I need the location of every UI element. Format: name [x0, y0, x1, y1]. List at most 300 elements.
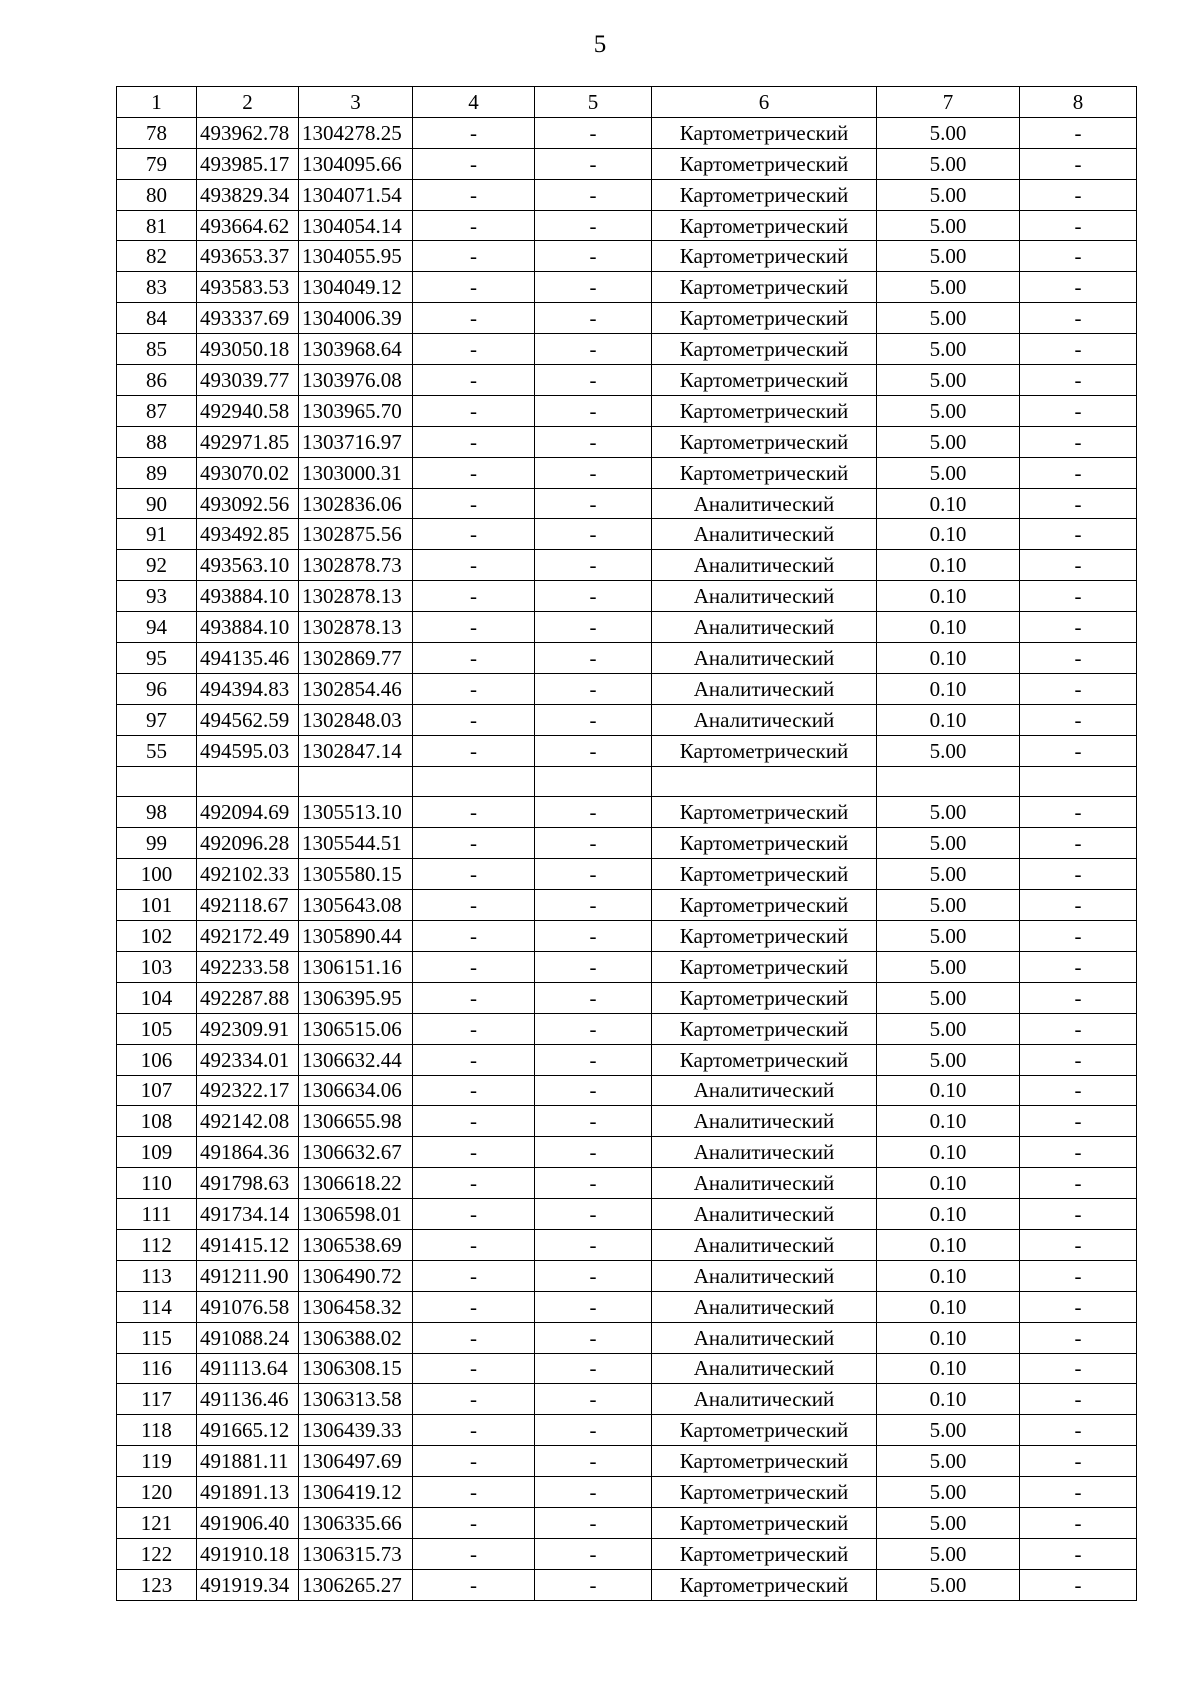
table-cell-col-4: - [413, 612, 535, 643]
table-cell-col-4: - [413, 210, 535, 241]
table-cell-col-6: Аналитический [652, 1168, 877, 1199]
table-cell-col-6: Аналитический [652, 1075, 877, 1106]
table-cell-col-5: - [535, 1538, 652, 1569]
table-cell-col-1: 101 [117, 890, 197, 921]
table-row [117, 1044, 1137, 1075]
table-cell-col-8: - [1020, 1384, 1137, 1415]
table-cell-col-2: 492096.28 [197, 828, 299, 859]
table-cell-col-1: 86 [117, 365, 197, 396]
table-cell-col-8: - [1020, 303, 1137, 334]
table-cell-col-7: 0.10 [877, 1322, 1020, 1353]
table-row [117, 1106, 1137, 1137]
table-cell-col-8: - [1020, 148, 1137, 179]
table-cell-col-1: 119 [117, 1446, 197, 1477]
table-cell-col-4: - [413, 519, 535, 550]
table-row [117, 1075, 1137, 1106]
table-cell-col-2: 493050.18 [197, 334, 299, 365]
table-cell-col-4: - [413, 179, 535, 210]
table-cell-col-7: 5.00 [877, 272, 1020, 303]
table-cell-col-5: - [535, 395, 652, 426]
table-cell-col-4: - [413, 828, 535, 859]
table-cell-col-6: Картометрический [652, 1569, 877, 1600]
table-cell-col-2: 492309.91 [197, 1013, 299, 1044]
table-cell-col-3: 1303000.31 [299, 457, 413, 488]
table-cell-col-4: - [413, 951, 535, 982]
table-cell-col-7: 5.00 [877, 179, 1020, 210]
table-cell-col-7: 5.00 [877, 1538, 1020, 1569]
table-cell-col-3: 1306655.98 [299, 1106, 413, 1137]
table-cell-col-2: 493985.17 [197, 148, 299, 179]
table-cell-col-7: 0.10 [877, 1199, 1020, 1230]
table-cell-col-2: 491136.46 [197, 1384, 299, 1415]
table-row [117, 1446, 1137, 1477]
table-cell-col-7: 5.00 [877, 365, 1020, 396]
table-cell-col-2: 492094.69 [197, 797, 299, 828]
table-row [117, 1260, 1137, 1291]
table-cell-col-2: 491910.18 [197, 1538, 299, 1569]
table-cell-col-5: - [535, 735, 652, 766]
table-cell-col-3: 1302854.46 [299, 673, 413, 704]
table-cell-col-4: - [413, 735, 535, 766]
table-cell-col-5: - [535, 1322, 652, 1353]
table-cell-col-7: 0.10 [877, 1137, 1020, 1168]
table-cell-col-3: 1305580.15 [299, 859, 413, 890]
table-cell-col-1: 109 [117, 1137, 197, 1168]
table-cell-col-8: - [1020, 1415, 1137, 1446]
table-cell-col-5: - [535, 1260, 652, 1291]
table-cell-col-1: 105 [117, 1013, 197, 1044]
table-cell-col-5: - [535, 859, 652, 890]
table-cell-col-5: - [535, 951, 652, 982]
table-header [117, 87, 1137, 118]
table-cell-col-2: 491088.24 [197, 1322, 299, 1353]
table-cell-col-6: Картометрический [652, 890, 877, 921]
table-cell-col-7: 0.10 [877, 550, 1020, 581]
table-cell-col-2: 491891.13 [197, 1477, 299, 1508]
table-cell-col-4: - [413, 1075, 535, 1106]
table-cell-col-8: - [1020, 334, 1137, 365]
table-cell-col-6: Аналитический [652, 643, 877, 674]
table-cell-col-4: - [413, 1507, 535, 1538]
table-cell-col-6: Картометрический [652, 859, 877, 890]
table-cell-col-4: - [413, 1384, 535, 1415]
table-cell-col-8: - [1020, 982, 1137, 1013]
table-cell-col-8: - [1020, 1168, 1137, 1199]
table-cell-col-2: 491864.36 [197, 1137, 299, 1168]
table-body [117, 117, 1137, 1600]
table-cell-col-7: 5.00 [877, 1569, 1020, 1600]
table-cell-col-1: 116 [117, 1353, 197, 1384]
table-row [117, 1322, 1137, 1353]
table-row [117, 1477, 1137, 1508]
table-cell-col-8: - [1020, 1013, 1137, 1044]
table-cell-col-8: - [1020, 1538, 1137, 1569]
table-cell-col-8 [1020, 766, 1137, 797]
table-cell-col-6: Аналитический [652, 1291, 877, 1322]
table-cell-col-6: Аналитический [652, 519, 877, 550]
table-cell-col-5: - [535, 1353, 652, 1384]
table-cell-col-3: 1304054.14 [299, 210, 413, 241]
table-cell-col-6: Картометрический [652, 735, 877, 766]
table-cell-col-5: - [535, 148, 652, 179]
table-cell-col-3: 1306439.33 [299, 1415, 413, 1446]
table-cell-col-2: 492322.17 [197, 1075, 299, 1106]
table-cell-col-7: 5.00 [877, 117, 1020, 148]
table-cell-col-8: - [1020, 1507, 1137, 1538]
table-cell-col-1: 89 [117, 457, 197, 488]
table-cell-col-4: - [413, 1106, 535, 1137]
table-row [117, 1569, 1137, 1600]
table-cell-col-3: 1303965.70 [299, 395, 413, 426]
table-cell-col-8: - [1020, 951, 1137, 982]
table-cell-col-3: 1304278.25 [299, 117, 413, 148]
table-cell-col-4: - [413, 1538, 535, 1569]
table-cell-col-7: 5.00 [877, 1477, 1020, 1508]
table-cell-col-5: - [535, 828, 652, 859]
table-row [117, 828, 1137, 859]
table-cell-col-8: - [1020, 519, 1137, 550]
table-cell-col-8: - [1020, 643, 1137, 674]
table-cell-col-1: 98 [117, 797, 197, 828]
table-cell-col-6: Картометрический [652, 426, 877, 457]
table-cell-col-4: - [413, 395, 535, 426]
table-row [117, 365, 1137, 396]
table-cell-col-8: - [1020, 550, 1137, 581]
table-cell-col-8: - [1020, 1229, 1137, 1260]
table-cell-col-7: 0.10 [877, 1291, 1020, 1322]
table-cell-col-4: - [413, 457, 535, 488]
table-cell-col-5: - [535, 365, 652, 396]
table-cell-col-3: 1306538.69 [299, 1229, 413, 1260]
table-cell-col-4: - [413, 303, 535, 334]
table-cell-col-4: - [413, 704, 535, 735]
table-row [117, 1199, 1137, 1230]
table-cell-col-3: 1302836.06 [299, 488, 413, 519]
table-cell-col-5: - [535, 673, 652, 704]
table-row [117, 148, 1137, 179]
table-cell-col-6: Картометрический [652, 117, 877, 148]
table-cell-col-1: 111 [117, 1199, 197, 1230]
table-cell-col-6: Аналитический [652, 550, 877, 581]
coordinates-table [116, 86, 1137, 1601]
table-cell-col-3: 1305890.44 [299, 921, 413, 952]
table-row [117, 1415, 1137, 1446]
table-cell-col-1 [117, 766, 197, 797]
table-cell-col-6: Картометрический [652, 1044, 877, 1075]
table-cell-col-7: 0.10 [877, 1384, 1020, 1415]
table-cell-col-3: 1302878.13 [299, 612, 413, 643]
table-cell-col-8: - [1020, 1106, 1137, 1137]
table-cell-col-4: - [413, 1569, 535, 1600]
table-cell-col-6: Картометрический [652, 797, 877, 828]
table-cell-col-2: 492118.67 [197, 890, 299, 921]
table-cell-col-4: - [413, 797, 535, 828]
table-cell-col-2: 491113.64 [197, 1353, 299, 1384]
table-cell-col-1: 80 [117, 179, 197, 210]
table-cell-col-8: - [1020, 241, 1137, 272]
table-cell-col-6: Картометрический [652, 334, 877, 365]
table-row [117, 735, 1137, 766]
table-row [117, 395, 1137, 426]
table-cell-col-7: 0.10 [877, 1260, 1020, 1291]
table-cell-col-1: 107 [117, 1075, 197, 1106]
table-cell-col-3: 1306598.01 [299, 1199, 413, 1230]
table-cell-col-2: 493070.02 [197, 457, 299, 488]
table-cell-col-7: 0.10 [877, 1353, 1020, 1384]
table-cell-col-4: - [413, 550, 535, 581]
table-cell-col-8: - [1020, 1291, 1137, 1322]
table-cell-col-5: - [535, 1168, 652, 1199]
table-cell-col-2: 492102.33 [197, 859, 299, 890]
table-cell-col-1: 93 [117, 581, 197, 612]
table-cell-col-4: - [413, 643, 535, 674]
table-cell-col-5: - [535, 117, 652, 148]
table-cell-col-6: Аналитический [652, 1106, 877, 1137]
table-cell-col-1: 90 [117, 488, 197, 519]
table-row [117, 951, 1137, 982]
table-cell-col-6: Картометрический [652, 210, 877, 241]
table-cell-col-5: - [535, 1106, 652, 1137]
table-cell-col-2: 491881.11 [197, 1446, 299, 1477]
table-cell-col-1: 120 [117, 1477, 197, 1508]
table-cell-col-4: - [413, 1260, 535, 1291]
table-cell-col-1: 106 [117, 1044, 197, 1075]
table-cell-col-5: - [535, 550, 652, 581]
table-cell-col-5: - [535, 1291, 652, 1322]
table-cell-col-2: 493492.85 [197, 519, 299, 550]
table-cell-col-7: 5.00 [877, 982, 1020, 1013]
table-cell-col-7: 5.00 [877, 1044, 1020, 1075]
table-cell-col-1: 122 [117, 1538, 197, 1569]
table-cell-col-1: 85 [117, 334, 197, 365]
table-cell-col-4: - [413, 1199, 535, 1230]
table-cell-col-6: Картометрический [652, 241, 877, 272]
table-cell-col-4: - [413, 117, 535, 148]
table-cell-col-3: 1303976.08 [299, 365, 413, 396]
column-header-3: 3 [299, 87, 413, 118]
table-row [117, 1168, 1137, 1199]
column-header-4: 4 [413, 87, 535, 118]
table-cell-col-6: Картометрический [652, 982, 877, 1013]
table-cell-col-3: 1303968.64 [299, 334, 413, 365]
table-cell-col-5: - [535, 1044, 652, 1075]
table-cell-col-6 [652, 766, 877, 797]
table-row [117, 797, 1137, 828]
table-cell-col-6: Картометрический [652, 303, 877, 334]
table-cell-col-1: 92 [117, 550, 197, 581]
table-cell-col-1: 103 [117, 951, 197, 982]
table-cell-col-1: 121 [117, 1507, 197, 1538]
table-row [117, 890, 1137, 921]
table-cell-col-2: 493884.10 [197, 581, 299, 612]
table-cell-col-1: 104 [117, 982, 197, 1013]
table-cell-col-4: - [413, 1446, 535, 1477]
table-cell-col-2: 492287.88 [197, 982, 299, 1013]
table-row [117, 210, 1137, 241]
table-cell-col-7: 5.00 [877, 1415, 1020, 1446]
table-cell-col-5: - [535, 241, 652, 272]
table-cell-col-2: 492971.85 [197, 426, 299, 457]
table-cell-col-6: Аналитический [652, 612, 877, 643]
table-cell-col-5: - [535, 797, 652, 828]
table-cell-col-3: 1306265.27 [299, 1569, 413, 1600]
table-cell-col-8: - [1020, 673, 1137, 704]
table-cell-col-7: 5.00 [877, 303, 1020, 334]
table-cell-col-7: 5.00 [877, 1013, 1020, 1044]
table-cell-col-3: 1306634.06 [299, 1075, 413, 1106]
table-cell-col-5: - [535, 1013, 652, 1044]
table-cell-col-6: Картометрический [652, 457, 877, 488]
table-cell-col-2: 491665.12 [197, 1415, 299, 1446]
table-cell-col-7: 0.10 [877, 704, 1020, 735]
table-cell-col-5: - [535, 704, 652, 735]
table-cell-col-2: 493653.37 [197, 241, 299, 272]
table-cell-col-4: - [413, 1229, 535, 1260]
table-row [117, 1353, 1137, 1384]
table-cell-col-3: 1306388.02 [299, 1322, 413, 1353]
table-row [117, 488, 1137, 519]
table-cell-col-3: 1302847.14 [299, 735, 413, 766]
table-cell-col-5 [535, 766, 652, 797]
table-cell-col-4: - [413, 272, 535, 303]
table-row [117, 1384, 1137, 1415]
table-row [117, 272, 1137, 303]
table-cell-col-5: - [535, 1199, 652, 1230]
table-cell-col-7: 0.10 [877, 612, 1020, 643]
table-cell-col-2: 493884.10 [197, 612, 299, 643]
table-cell-col-8: - [1020, 179, 1137, 210]
table-cell-col-1: 115 [117, 1322, 197, 1353]
table-cell-col-5: - [535, 1384, 652, 1415]
table-cell-col-7 [877, 766, 1020, 797]
table-cell-col-3: 1302875.56 [299, 519, 413, 550]
table-cell-col-4 [413, 766, 535, 797]
table-cell-col-5: - [535, 488, 652, 519]
table-cell-col-5: - [535, 1569, 652, 1600]
table-cell-col-4: - [413, 1477, 535, 1508]
table-row [117, 1538, 1137, 1569]
table-cell-col-3: 1305513.10 [299, 797, 413, 828]
table-cell-col-3: 1306618.22 [299, 1168, 413, 1199]
page-number: 5 [593, 31, 607, 58]
table-cell-col-6: Аналитический [652, 1199, 877, 1230]
table-cell-col-3 [299, 766, 413, 797]
table-row [117, 1137, 1137, 1168]
table-cell-col-5: - [535, 643, 652, 674]
table-cell-col-8: - [1020, 1075, 1137, 1106]
table-cell-col-4: - [413, 890, 535, 921]
table-row [117, 1507, 1137, 1538]
table-cell-col-6: Аналитический [652, 581, 877, 612]
table-cell-col-4: - [413, 1353, 535, 1384]
table-cell-col-5: - [535, 581, 652, 612]
table-cell-col-2: 492233.58 [197, 951, 299, 982]
table-cell-col-4: - [413, 334, 535, 365]
table-cell-col-1: 118 [117, 1415, 197, 1446]
table-cell-col-5: - [535, 921, 652, 952]
table-cell-col-7: 5.00 [877, 395, 1020, 426]
table-cell-col-7: 5.00 [877, 210, 1020, 241]
table-row [117, 581, 1137, 612]
table-cell-col-8: - [1020, 488, 1137, 519]
table-row [117, 457, 1137, 488]
table-cell-col-7: 5.00 [877, 148, 1020, 179]
table-cell-col-5: - [535, 519, 652, 550]
table-cell-col-7: 5.00 [877, 890, 1020, 921]
table-cell-col-8: - [1020, 704, 1137, 735]
table-cell-col-1: 123 [117, 1569, 197, 1600]
table-cell-col-7: 5.00 [877, 334, 1020, 365]
table-cell-col-7: 5.00 [877, 951, 1020, 982]
table-cell-col-4: - [413, 241, 535, 272]
table-cell-col-1: 55 [117, 735, 197, 766]
table-cell-col-6: Картометрический [652, 179, 877, 210]
table-cell-col-8: - [1020, 859, 1137, 890]
table-cell-col-8: - [1020, 921, 1137, 952]
table-cell-col-7: 0.10 [877, 1229, 1020, 1260]
table-cell-col-7: 5.00 [877, 735, 1020, 766]
table-cell-col-4: - [413, 581, 535, 612]
table-cell-col-6: Аналитический [652, 1322, 877, 1353]
table-cell-col-6: Аналитический [652, 673, 877, 704]
table-cell-col-5: - [535, 426, 652, 457]
table-cell-col-1: 83 [117, 272, 197, 303]
table-cell-col-2: 493563.10 [197, 550, 299, 581]
table-cell-col-8: - [1020, 210, 1137, 241]
table-cell-col-3: 1306315.73 [299, 1538, 413, 1569]
table-cell-col-8: - [1020, 735, 1137, 766]
table-cell-col-7: 5.00 [877, 797, 1020, 828]
table-cell-col-3: 1304055.95 [299, 241, 413, 272]
table-cell-col-5: - [535, 303, 652, 334]
table-cell-col-3: 1304095.66 [299, 148, 413, 179]
table-cell-col-1: 94 [117, 612, 197, 643]
table-cell-col-2: 493829.34 [197, 179, 299, 210]
table-cell-col-6: Картометрический [652, 1477, 877, 1508]
table-cell-col-6: Картометрический [652, 1446, 877, 1477]
table-cell-col-5: - [535, 1137, 652, 1168]
table-cell-col-3: 1306308.15 [299, 1353, 413, 1384]
table-cell-col-3: 1306335.66 [299, 1507, 413, 1538]
table-cell-col-4: - [413, 1044, 535, 1075]
table-row [117, 550, 1137, 581]
column-header-2: 2 [197, 87, 299, 118]
table-cell-col-3: 1304006.39 [299, 303, 413, 334]
table-cell-col-6: Картометрический [652, 1507, 877, 1538]
table-cell-col-4: - [413, 148, 535, 179]
table-row [117, 519, 1137, 550]
table-row [117, 612, 1137, 643]
table-cell-col-7: 0.10 [877, 1075, 1020, 1106]
table-row [117, 921, 1137, 952]
table-cell-col-1: 96 [117, 673, 197, 704]
table-cell-col-4: - [413, 1322, 535, 1353]
table-row [117, 426, 1137, 457]
column-header-8: 8 [1020, 87, 1137, 118]
table-cell-col-5: - [535, 179, 652, 210]
table-cell-col-4: - [413, 426, 535, 457]
table-cell-col-1: 100 [117, 859, 197, 890]
table-cell-col-1: 102 [117, 921, 197, 952]
table-cell-col-1: 91 [117, 519, 197, 550]
table-cell-col-6: Картометрический [652, 921, 877, 952]
table-cell-col-4: - [413, 365, 535, 396]
table-cell-col-6: Аналитический [652, 488, 877, 519]
table-row [117, 673, 1137, 704]
table-cell-col-6: Картометрический [652, 1013, 877, 1044]
table-cell-col-6: Аналитический [652, 1260, 877, 1291]
table-cell-col-6: Картометрический [652, 395, 877, 426]
